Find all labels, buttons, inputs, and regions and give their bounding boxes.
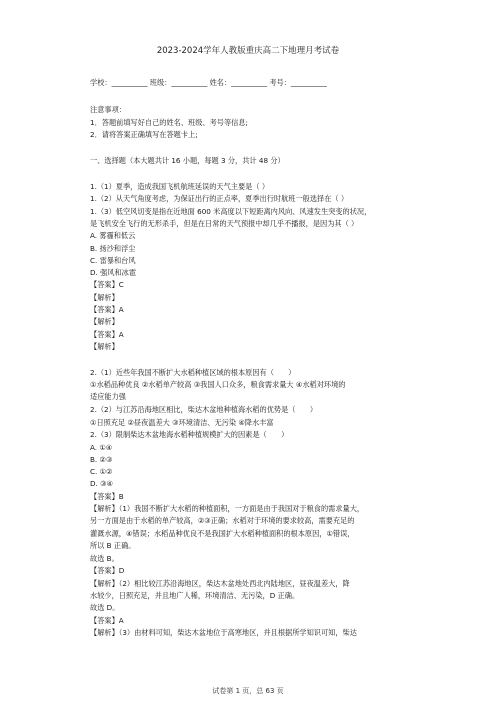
text-line: 2．请将答案正确填写在答题卡上;: [90, 130, 198, 139]
text-line: 【答案】A: [90, 330, 124, 339]
text-line: 【解析】: [90, 317, 119, 326]
text-line: B. ②③: [90, 455, 113, 464]
text-line: 【答案】D: [90, 566, 125, 575]
text-line: C. 雷暴和台风: [90, 256, 136, 265]
text-line: 2.（3）限制柴达木盆地海水稻种植规模扩大的因素是（ ）: [90, 430, 289, 439]
text-line: 【解析】（1）我国不断扩大水稻的种植面积，一方面是由于我国对于粮食的需求量大，: [90, 504, 365, 513]
text-line: 1.（2）从天气角度考虑，为保证出行的正点率，夏季出行时航班一般选择在（ ）: [90, 194, 349, 203]
text-line: 【解析】（2）相比较江苏沿海地区，柴达木盆地处西北内陆地区，昼夜温差大，降: [90, 579, 350, 588]
text-line: 2.（1）近些年我国不断扩大水稻种植区域的根本原因有（ ）: [90, 368, 296, 377]
text-line: 【解析】: [90, 293, 119, 302]
text-line: 水较少，日照充足，并且地广人稀，环境清洁、无污染，D 正确。: [90, 591, 300, 600]
text-line: 1.（1）夏季，造成我国飞机航班延误的天气主要是（ ）: [90, 182, 270, 191]
text-line: D. ③④: [90, 479, 113, 488]
text-line: A. ①④: [90, 443, 113, 452]
text-line: D. 强风和冰雹: [90, 268, 137, 277]
text-line: 注意事项：: [90, 105, 126, 114]
text-line: ①水稻品种优良 ②水稻单产较高 ③我国人口众多，粮食需求量大 ④水稻对环境的: [90, 380, 346, 389]
text-line: 一、选择题（本大题共计 16 小题，每题 3 分，共计 48 分）: [90, 156, 285, 165]
text-line: C. ①②: [90, 467, 113, 476]
text-line: 另一方面是由于水稻的单产较高，②③正确；水稻对于环境的要求较高，需要充足的: [90, 516, 355, 525]
text-line: 2.（2）与江苏沿海地区相比，柴达木盆地种植海水稻的优势是（ ）: [90, 405, 318, 414]
text-line: 【解析】: [90, 342, 119, 351]
text-line: B. 扬沙和浮尘: [90, 244, 136, 253]
text-line: 所以 B 正确。: [90, 541, 136, 550]
text-line: 故选 D。: [90, 603, 120, 612]
text-line: 灌溉水源，④错误；水稻品种优良不是我国扩大水稻种植面积的根本原因，①错误，: [90, 529, 355, 538]
text-line: 故选 B。: [90, 554, 119, 563]
text-line: 适应能力强: [90, 392, 126, 401]
text-line: 【答案】A: [90, 305, 124, 314]
text-line: 【解析】（3）由材料可知，柴达木盆地位于高寒地区，并且根据所学知识可知，柴达: [90, 628, 357, 637]
document-title: 2023-2024学年人教版重庆高二下地理月考试卷: [156, 46, 340, 56]
text-line: A. 雾霾和低云: [90, 231, 136, 240]
text-line: 学校：__________ 班级：__________ 姓名：__________ 考号：__________: [90, 78, 327, 87]
text-line: 1.（3）低空风切变是指在近地面 600 米高度以下短距离内风向、风速发生突变的状况，: [90, 207, 372, 216]
text-line: 【答案】A: [90, 616, 124, 625]
text-line: 1．答题前填写好自己的姓名、班级、考号等信息;: [90, 118, 248, 127]
text-line: 【答案】B: [90, 492, 124, 501]
page-footer: 试卷第 1 页，总 63 页: [212, 687, 284, 695]
text-line: 【答案】C: [90, 280, 124, 289]
text-line: ①日照充足 ②昼夜温差大 ③环境清洁、无污染 ④降水丰富: [90, 418, 274, 427]
text-line: 是飞机安全飞行的无形杀手，但是在日常的天气预报中却几乎不播报，是因为其（ ）: [90, 219, 359, 228]
